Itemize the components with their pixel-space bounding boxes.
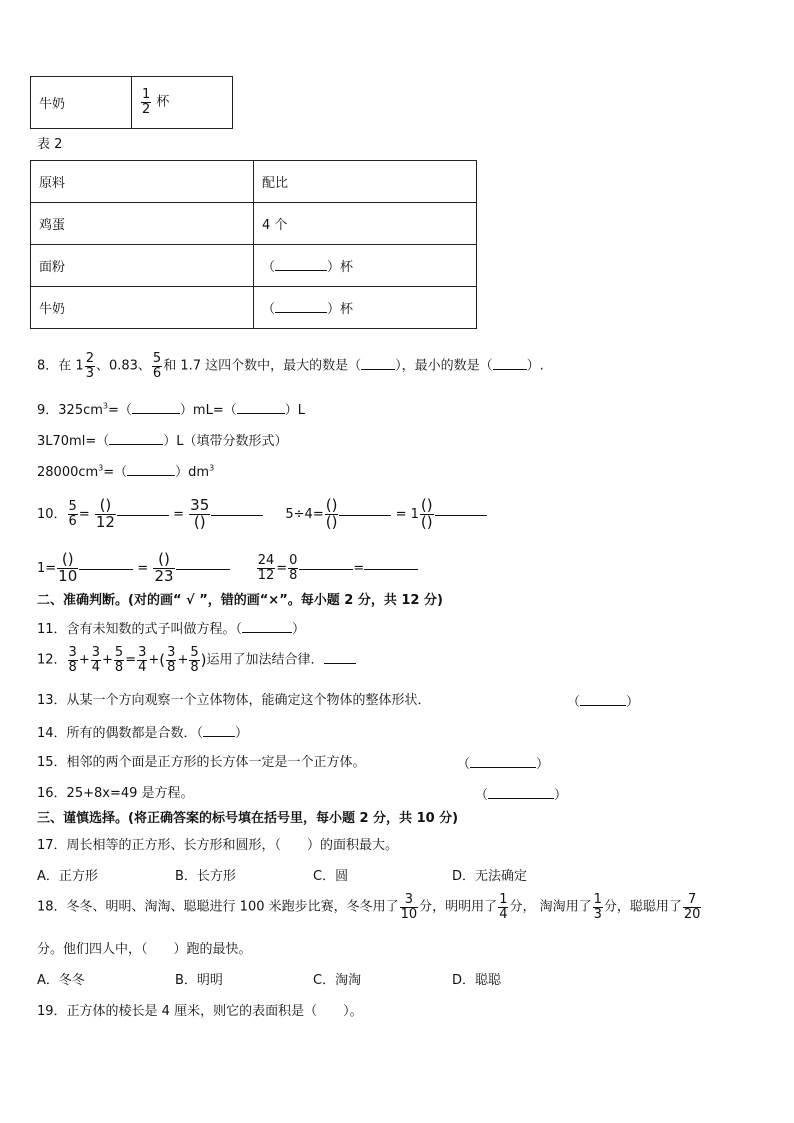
answer-blank[interactable] [176, 568, 230, 570]
answer-blank[interactable] [79, 568, 133, 570]
question-13: 13．从某一个方向观察一个立体物体，能确定这个物体的整体形状． [37, 693, 431, 708]
section-3-title: 三、谨慎选择。(将正确答案的标号填在括号里，每小题 2 分，共 10 分) [37, 811, 459, 826]
answer-blank[interactable] [109, 432, 163, 445]
option-c[interactable]: C．圆 [313, 869, 349, 884]
fraction: $\frac{3}{10}$ [400, 892, 418, 922]
answer-blank[interactable] [299, 568, 353, 570]
fraction: $\frac{3}{4}$ [91, 645, 101, 675]
table-1 [30, 76, 233, 129]
fraction: $\frac{2}{3}$ [85, 351, 94, 381]
table1-label: 牛奶 [31, 77, 132, 129]
option-d[interactable]: D．聪聪 [452, 973, 502, 988]
section-2-title: 二、准确判断。(对的画“ √ ”，错的画“×”。每小题 2 分，共 12 分) [37, 593, 443, 608]
answer-blank[interactable] [493, 357, 527, 370]
question-10-line1: 10． $\frac{5}{6}$ = $\frac{()}{12}$ = $\frac{35}{()}$ 5÷4= $\frac{()}{()}$ = 1 $\frac{()}{()}$ [37, 498, 487, 531]
option-a[interactable]: A．冬冬 [37, 973, 85, 988]
fraction: $\frac{5}{6}$ [152, 351, 162, 381]
question-16: 16．25+8x=49 是方程。 [37, 786, 194, 801]
option-a[interactable]: A．正方形 [37, 869, 98, 884]
table2-cell: 面粉 [31, 245, 254, 287]
question-19: 19．正方体的棱长是 4 厘米，则它的表面积是（ ）。 [37, 1004, 363, 1019]
table2-cell: 鸡蛋 [31, 203, 254, 245]
fraction: $\frac{5}{8}$ [114, 645, 124, 675]
question-14: 14．所有的偶数都是合数．（ ） [37, 726, 249, 741]
table2-cell: 4 个 [254, 203, 477, 245]
fraction: $\frac{0}{8}$ [289, 553, 298, 583]
answer-blank[interactable] [275, 300, 327, 313]
table2-answer-cell: （ ）杯 [254, 287, 477, 329]
fraction: $\frac{7}{20}$ [683, 892, 701, 922]
answer-blank[interactable] [488, 786, 554, 799]
option-b[interactable]: B．明明 [175, 973, 223, 988]
fraction-blank[interactable]: $\frac{()}{()}$ [420, 496, 433, 531]
fraction: $\frac{3}{8}$ [167, 645, 176, 675]
table1-value: $\frac{1}{2}$ 杯 [132, 77, 233, 129]
fraction: $\frac{3}{4}$ [138, 645, 147, 675]
question-9-line1: 9．$325cm^3=$（ ）mL=（ ）L [37, 401, 305, 418]
fraction: $\frac{5}{8}$ [190, 645, 199, 675]
answer-blank[interactable] [203, 724, 235, 737]
fraction-blank[interactable]: $\frac{()}{10}$ [58, 550, 78, 585]
answer-blank[interactable] [211, 514, 263, 516]
answer-blank[interactable] [435, 514, 487, 516]
answer-blank[interactable] [580, 693, 626, 706]
table2-header: 原料 [31, 161, 254, 203]
answer-blank[interactable] [339, 514, 391, 516]
answer-blank[interactable] [361, 357, 395, 370]
answer-blank[interactable] [127, 463, 175, 476]
question-15-answer: （ ） [457, 757, 550, 772]
answer-blank[interactable] [275, 258, 327, 271]
answer-blank[interactable] [242, 620, 292, 633]
question-11: 11．含有未知数的式子叫做方程。（ ） [37, 622, 306, 637]
option-c[interactable]: C．淘淘 [313, 973, 362, 988]
question-9-line3: $28000cm^3=$（ ）$dm^3$ [37, 463, 215, 480]
fraction-blank[interactable]: $\frac{()}{23}$ [154, 550, 174, 585]
table2-header: 配比 [254, 161, 477, 203]
fraction-blank[interactable]: $\frac{()}{12}$ [95, 496, 115, 531]
fraction: $\frac{1}{4}$ [499, 892, 508, 922]
fraction: $\frac{1}{3}$ [593, 892, 602, 922]
fraction: $\frac{5}{6}$ [68, 499, 77, 529]
answer-blank[interactable] [364, 568, 418, 570]
question-18-line1: 18．冬冬、明明、淘淘、聪聪进行 100 米跑步比赛，冬冬用了 $\frac{3}{10}$ 分，明明用了 $\frac{1}{4}$ 分， 淘淘用了 $\frac{1}{3}$ 分，聪聪用了 $\frac{7}{20}$ [37, 892, 701, 922]
question-16-answer: （ ） [475, 788, 568, 803]
fraction-blank[interactable]: $\frac{()}{()}$ [325, 496, 338, 531]
fraction-blank[interactable]: $\frac{35}{()}$ [190, 496, 210, 531]
question-17: 17．周长相等的正方形、长方形和圆形，（ ）的面积最大。 [37, 838, 399, 853]
question-12: 12． $\frac{3}{8}$ + $\frac{3}{4}$ + $\frac{5}{8}$ = $\frac{3}{4}$ +( $\frac{3}{8}$ + $\frac{5}{8}$ )运用了加法结合律． [37, 646, 356, 674]
answer-blank[interactable] [237, 401, 285, 414]
question-18-line2: 分。他们四人中，（ ）跑的最快。 [37, 942, 252, 957]
question-9-line2: 3L70ml=（ ）L（填带分数形式） [37, 434, 288, 449]
question-8: 8．在 1 $\frac{2}{3}$ 、0.83、 $\frac{5}{6}$ 和 1.7 这四个数中，最大的数是（ ），最小的数是（ ）. [37, 351, 544, 381]
answer-blank[interactable] [117, 514, 169, 516]
table2-cell: 牛奶 [31, 287, 254, 329]
table2-caption: 表 2 [37, 137, 63, 152]
answer-blank[interactable] [132, 401, 180, 414]
option-b[interactable]: B．长方形 [175, 869, 236, 884]
table2-answer-cell: （ ）杯 [254, 245, 477, 287]
fraction: $\frac{3}{8}$ [68, 645, 77, 675]
answer-blank[interactable] [324, 651, 356, 664]
fraction: $\frac{24}{12}$ [257, 553, 275, 583]
question-13-answer: （ ） [567, 695, 640, 710]
fraction: $\frac{1}{2}$ [142, 87, 151, 117]
option-d[interactable]: D．无法确定 [452, 869, 528, 884]
question-15: 15．相邻的两个面是正方形的长方体一定是一个正方体。 [37, 755, 366, 770]
answer-blank[interactable] [470, 755, 536, 768]
table-2 [30, 160, 477, 329]
question-10-line2: 1= $\frac{()}{10}$ = $\frac{()}{23}$ $\frac{24}{12}$ = $\frac{0}{8}$ = [37, 552, 418, 585]
